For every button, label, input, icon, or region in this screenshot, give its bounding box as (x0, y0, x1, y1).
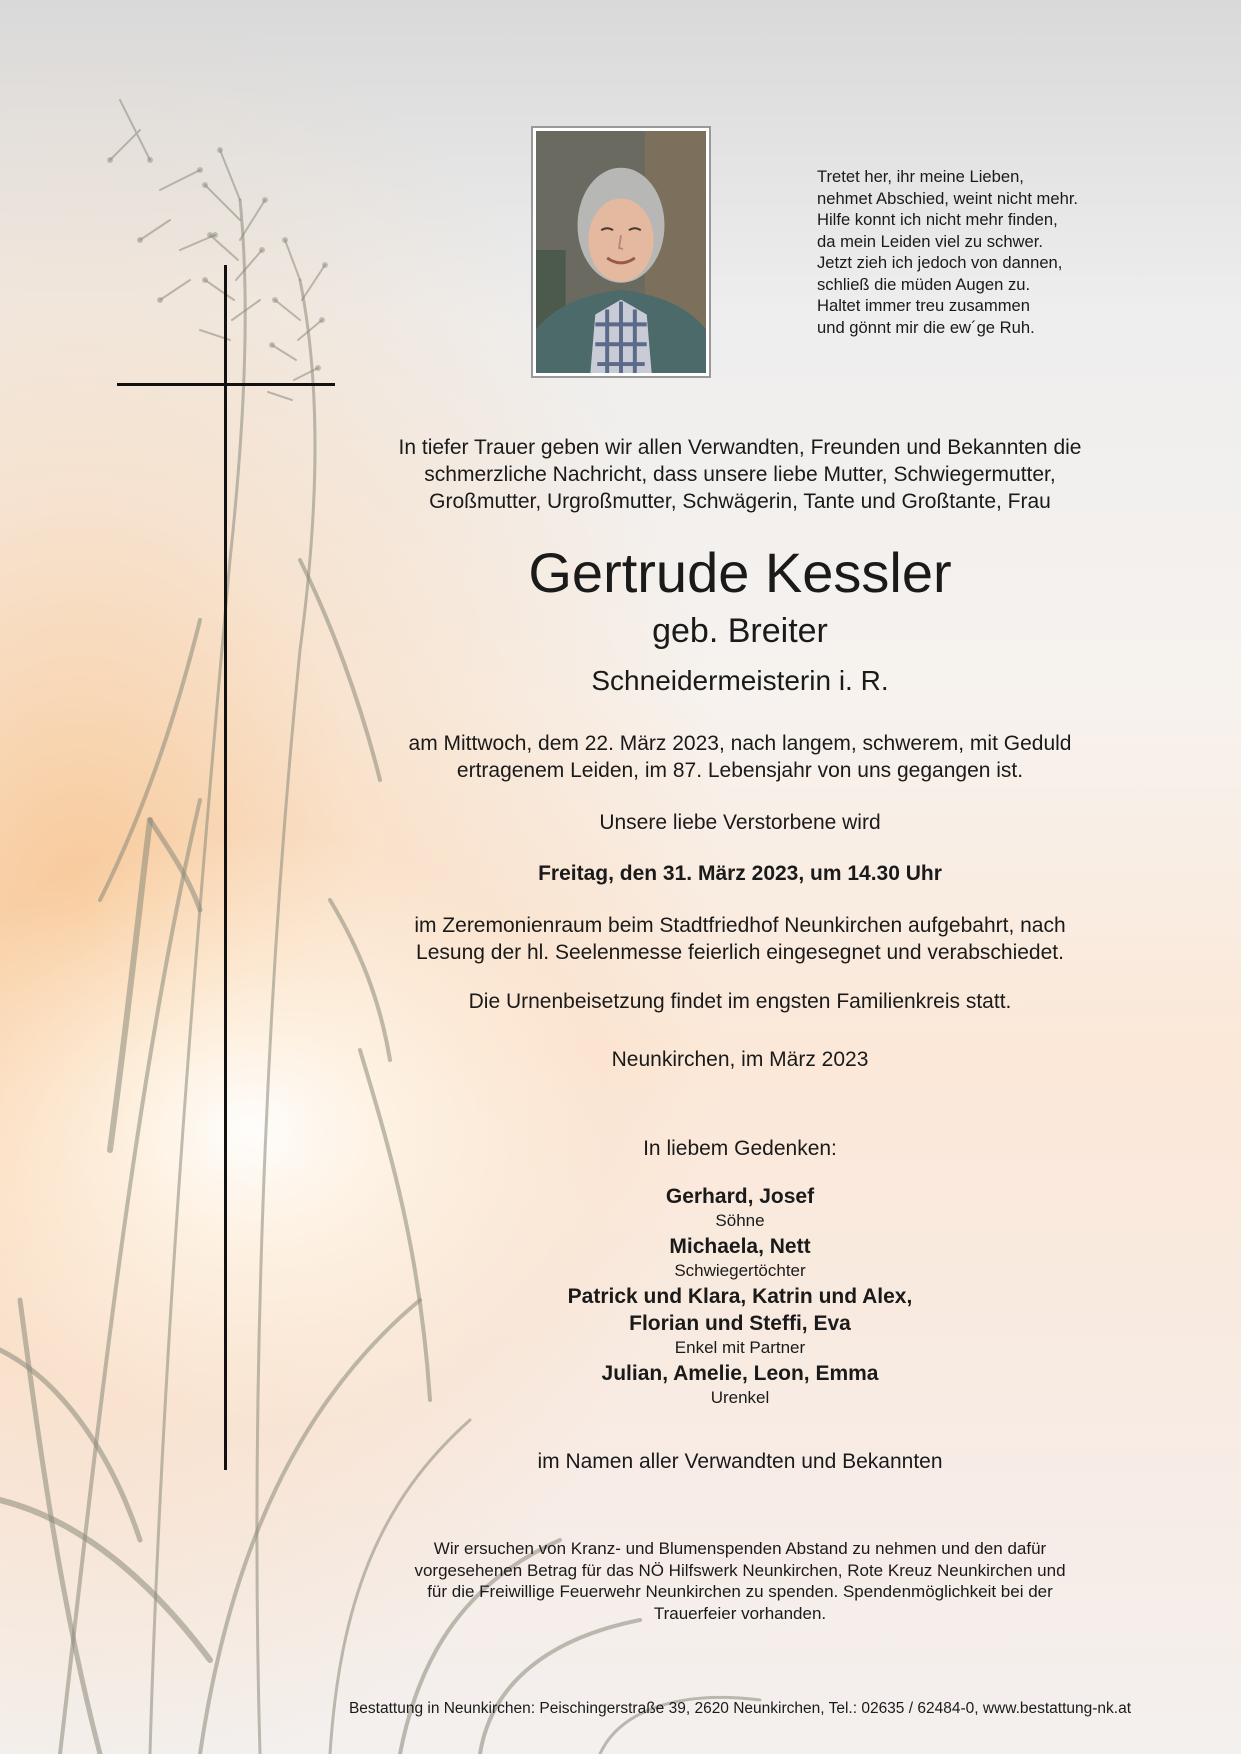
family-names: Patrick und Klara, Katrin und Alex, Florian und Steffi, Eva (567, 1285, 913, 1335)
cross-vertical-bar (224, 265, 227, 1470)
intro-text: In tiefer Trauer geben wir allen Verwandten, Freunden und Bekannten die schmerzliche Nachricht, dass unsere liebe Mutter, Schwiegermutter, Großmutter, Urgroßmutter, Schwägerin, Tante und Großtante, Frau (398, 436, 1082, 513)
family-role: Söhne (715, 1211, 765, 1230)
memory-heading: In liebem Gedenken: (643, 1137, 837, 1160)
family-role: Enkel mit Partner (674, 1338, 806, 1357)
portrait-image (536, 131, 706, 373)
family-group-sons (340, 1183, 1140, 1231)
family-names: Michaela, Nett (669, 1235, 811, 1258)
place-date: Neunkirchen, im März 2023 (611, 1048, 869, 1071)
portrait-photo (531, 126, 711, 378)
family-role: Urenkel (710, 1388, 770, 1407)
family-list (340, 1183, 1140, 1410)
deceased-name: Gertrude Kessler (528, 541, 952, 604)
ceremony-text: im Zeremonienraum beim Stadtfriedhof Neunkirchen aufgebahrt, nach Lesung der hl. Seelenmesse feierlich eingesegnet und verabschiedet. (414, 914, 1066, 964)
funeral-home-footer: Bestattung in Neunkirchen: Peischingerstraße 39, 2620 Neunkirchen, Tel.: 02635 / 62484-0, www.bestattung-nk.at (348, 1700, 1132, 1717)
memorial-poem: Tretet her, ihr meine Lieben, nehmet Abschied, weint nicht mehr. Hilfe konnt ich nicht mehr finden, da mein Leiden viel zu schwer. Jetzt zieh ich jedoch von dannen, schließ die müden Augen zu. Haltet immer treu zusammen und gönnt mir die ew´ge Ruh. (817, 167, 1079, 337)
birth-name: geb. Breiter (652, 612, 828, 650)
family-role: Schwiegertöchter (674, 1261, 806, 1280)
closing-line: im Namen aller Verwandten und Bekannten (537, 1450, 943, 1473)
cross-horizontal-bar (117, 383, 335, 386)
ceremony-date: Freitag, den 31. März 2023, um 14.30 Uhr (538, 862, 942, 885)
donation-request: Wir ersuchen von Kranz- und Blumenspenden Abstand zu nehmen und den dafür vorgesehenen Betrag für das NÖ Hilfswerk Neunkirchen, Rote Kreuz Neunkirchen und für die Freiwillige Feuerwehr Neunkirchen zu spenden. Spendenmöglichkeit bei der Trauerfeier vorhanden. (414, 1539, 1066, 1623)
urn-text: Die Urnenbeisetzung findet im engsten Familienkreis statt. (468, 990, 1012, 1013)
death-notice: am Mittwoch, dem 22. März 2023, nach langem, schwerem, mit Geduld ertragenem Leiden, im 87. Lebensjahr von uns gegangen ist. (408, 732, 1072, 782)
family-group-great-grandchildren (340, 1360, 1140, 1408)
family-group-grandchildren (340, 1283, 1140, 1358)
profession: Schneidermeisterin i. R. (591, 665, 889, 696)
deceased-line: Unsere liebe Verstorbene wird (599, 811, 881, 834)
family-names: Gerhard, Josef (665, 1185, 815, 1208)
family-group-daughters-in-law (340, 1233, 1140, 1281)
family-names: Julian, Amelie, Leon, Emma (601, 1362, 879, 1385)
